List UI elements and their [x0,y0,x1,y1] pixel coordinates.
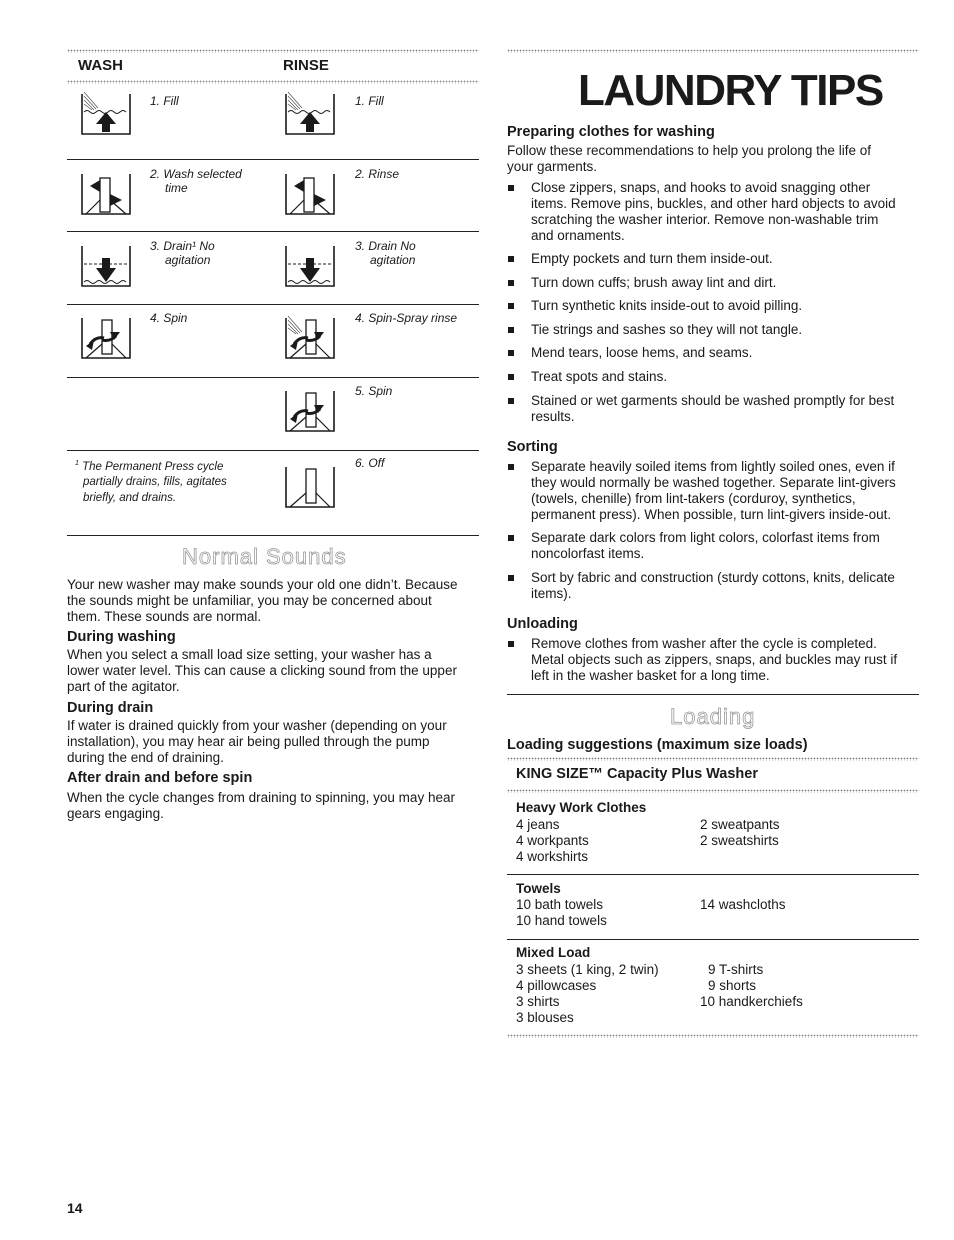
list-item: Mend tears, loose hems, and seams. [507,345,917,361]
wash-step-2: 2. Wash selected time [150,167,242,195]
list-item: Sort by fabric and construction (sturdy cottons, knits, delicate items). [507,570,917,602]
rinse-step-3: 3. Drain No agitation [355,239,416,267]
list-item: Close zippers, snaps, and hooks to avoid snagging other items. Remove pins, buckles, and other hard objects to avoid scratching the washer interior. Remove non-washable trim and ornaments. [507,180,917,244]
off-icon [280,460,340,514]
after-drain-text: When the cycle changes from draining to spinning, you may hear gears engaging. [67,790,455,821]
rinse-step-4: 4. Spin-Spray rinse [355,311,458,325]
unloading-heading: Unloading [507,616,578,632]
preparing-heading: Preparing clothes for washing [507,124,715,140]
list-item: Empty pockets and turn them inside-out. [507,251,917,267]
group-left-items: 4 jeans 4 workpants 4 workshirts [516,817,589,864]
group-name: Heavy Work Clothes [516,800,647,815]
top-divider-right [507,49,919,53]
row-divider [67,304,479,305]
wash-step-1: 1. Fill [150,94,179,108]
loading-heading: Loading [670,704,756,729]
list-item: Turn synthetic knits inside-out to avoid pilling. [507,298,917,314]
loading-subheading: Loading suggestions (maximum size loads) [507,737,808,753]
spin-icon [76,312,136,364]
sorting-heading: Sorting [507,439,558,455]
drain-icon [280,240,340,292]
normal-sounds-intro: Your new washer may make sounds your old one didn’t. Because the sounds might be unfamiliar, you may be concerned about them. These sounds are normal. [67,577,458,624]
list-item: Treat spots and stains. [507,369,917,385]
table-title: KING SIZE™ Capacity Plus Washer [516,766,758,782]
group-right-items: 14 washcloths [700,897,786,912]
group-name: Towels [516,881,561,896]
spin-icon [280,385,340,437]
preparing-intro: Follow these recommendations to help you prolong the life of your garments. [507,143,871,174]
list-item: Tie strings and sashes so they will not tangle. [507,322,917,338]
group-left-items: 3 sheets (1 king, 2 twin) 4 pillowcases 3 shirts 3 blouses [516,962,659,1025]
header-divider [67,80,479,84]
during-drain-text: If water is drained quickly from your washer (depending on your installation), you may hear air being pulled through the pump during the end of draining. [67,718,447,765]
during-washing-text: When you select a small load size setting, your washer has a lower water level. This can cause a clicking sound from the upper part of the agitator. [67,647,457,694]
group-right-items: 9 T-shirts 9 shorts 10 handkerchiefs [700,962,803,1009]
rinse-step-1: 1. Fill [355,94,384,108]
list-item: Separate dark colors from light colors, colorfast items from noncolorfast items. [507,530,917,562]
row-divider [67,231,479,232]
group-left-items: 10 bath towels 10 hand towels [516,897,607,928]
agitate-icon [280,168,340,220]
drain-icon [76,240,136,292]
after-drain-heading: After drain and before spin [67,770,253,786]
top-divider-left [67,49,479,53]
rinse-step-6: 6. Off [355,456,385,470]
wash-step-3: 3. Drain¹ No agitation [150,239,215,267]
section-divider [67,535,479,536]
wash-header: WASH [78,57,123,74]
rinse-header: RINSE [283,57,329,74]
section-divider [507,694,919,695]
page-title: LAUNDRY TIPS [578,66,883,115]
row-divider [67,450,479,451]
spin-spray-icon [280,312,340,364]
page-number: 14 [67,1200,83,1216]
table-bottom-divider [507,1034,919,1038]
row-divider [507,874,919,875]
rinse-step-5: 5. Spin [355,384,393,398]
fill-icon [280,90,340,138]
group-right-items: 2 sweatpants 2 sweatshirts [700,817,780,848]
row-divider [507,939,919,940]
agitate-icon [76,168,136,220]
list-item: Turn down cuffs; brush away lint and dirt. [507,275,917,291]
list-item: Separate heavily soiled items from lightly soiled ones, even if they would normally be washed together. Separate lint-givers (towels, chenille) from lint-takers (corduroy, synthetics, permanent press). When possible, turn lint-givers inside-out. [507,459,917,523]
list-item: Remove clothes from washer after the cycle is completed. Metal objects such as zippers, snaps, and buckles may rust if left in the washer basket for a long time. [507,636,917,684]
during-drain-heading: During drain [67,700,154,716]
during-washing-heading: During washing [67,629,176,645]
normal-sounds-heading: Normal Sounds [182,544,347,569]
list-item: Stained or wet garments should be washed promptly for best results. [507,393,917,425]
wash-step-4: 4. Spin [150,311,188,325]
footnote: $^1$ The Permanent Press cycle partially drains, fills, agitates briefly, and drains. [75,460,227,504]
table-top-divider [507,757,919,761]
row-divider [67,377,479,378]
table-header-divider [507,789,919,793]
row-divider [67,159,479,160]
rinse-step-2: 2. Rinse [355,167,400,181]
fill-icon [76,90,136,138]
group-name: Mixed Load [516,945,591,960]
